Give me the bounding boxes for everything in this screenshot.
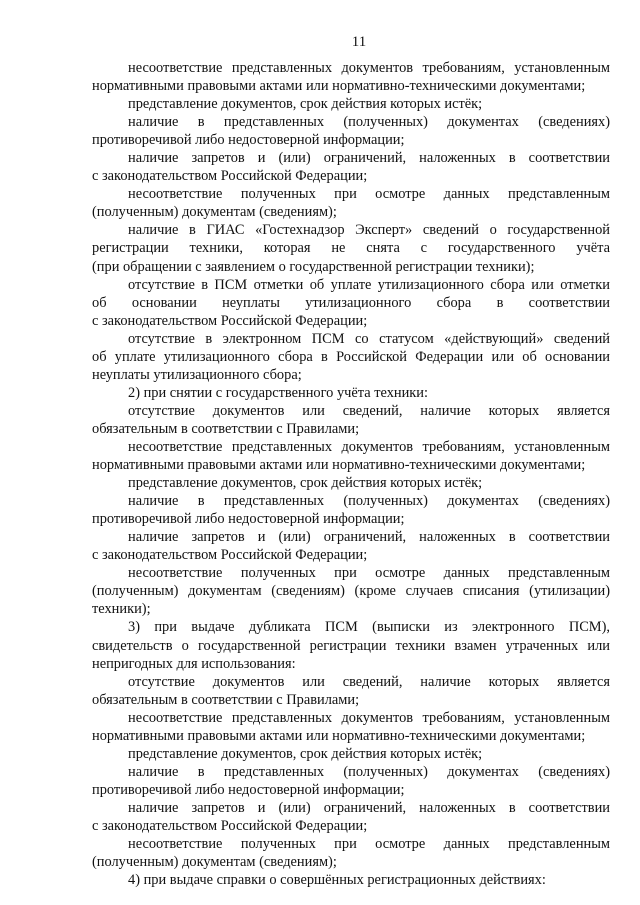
text-line: наличие запретов и (или) ограничений, наложенных в соответствии: [128, 150, 610, 167]
text-line: 3) при выдаче дубликата ПСМ (выписки из электронного ПСМ),: [128, 619, 610, 636]
text-line: 4) при выдаче справки о совершённых регистрационных действиях:: [128, 872, 546, 889]
text-line: наличие в представленных (полученных) документах (сведениях): [128, 493, 610, 510]
text-line: (полученным) документам (сведениям);: [92, 204, 337, 221]
text-line: наличие в представленных (полученных) документах (сведениях): [128, 763, 610, 780]
text-line: отсутствие документов или сведений, наличие которых является: [128, 402, 610, 419]
text-line: наличие в ГИАС «Гостехнадзор Эксперт» сведений о государственной: [128, 222, 610, 239]
text-line: несоответствие полученных при осмотре данных представленным: [128, 836, 610, 853]
page-number: 11: [351, 34, 367, 50]
text-line: об уплате утилизационного сбора в Российской Федерации или об основании: [92, 348, 610, 365]
text-line: отсутствие в ПСМ отметки об уплате утилизационного сбора или отметки: [128, 276, 610, 293]
text-line: неуплаты утилизационного сбора;: [92, 366, 302, 383]
text-line: обязательным в соответствии с Правилами;: [92, 691, 360, 708]
text-line: представление документов, срок действия которых истёк;: [128, 96, 483, 113]
text-line: техники);: [92, 601, 151, 618]
text-line: противоречивой либо недостоверной информации;: [92, 132, 405, 149]
text-line: регистрации техники, которая не снята с государственного учёта: [92, 240, 610, 257]
text-line: нормативными правовыми актами или нормативно-техническими документами;: [92, 727, 586, 744]
text-line: нормативными правовыми актами или нормативно-техническими документами;: [92, 457, 586, 474]
text-line: несоответствие полученных при осмотре данных представленным: [128, 565, 610, 582]
text-line: (полученным) документам (сведениям);: [92, 854, 337, 871]
text-line: противоречивой либо недостоверной информации;: [92, 511, 405, 528]
text-line: с законодательством Российской Федерации;: [92, 312, 368, 329]
text-line: непригодных для использования:: [92, 655, 296, 672]
text-line: свидетельств о государственной регистрации техники взамен утраченных или: [92, 637, 610, 654]
text-line: наличие запретов и (или) ограничений, наложенных в соответствии: [128, 529, 610, 546]
text-line: противоречивой либо недостоверной информации;: [92, 781, 405, 798]
text-line: 2) при снятии с государственного учёта техники:: [128, 384, 429, 401]
text-line: с законодательством Российской Федерации;: [92, 547, 368, 564]
text-line: обязательным в соответствии с Правилами;: [92, 420, 360, 437]
text-line: представление документов, срок действия которых истёк;: [128, 475, 483, 492]
text-line: нормативными правовыми актами или нормативно-техническими документами;: [92, 78, 586, 95]
text-line: несоответствие представленных документов требованиям, установленным: [128, 60, 610, 76]
document-body: [92, 59, 610, 889]
text-line: (при обращении с заявлением о государственной регистрации техники);: [92, 258, 535, 275]
text-line: несоответствие представленных документов требованиям, установленным: [128, 709, 610, 726]
text-line: наличие запретов и (или) ограничений, наложенных в соответствии: [128, 799, 610, 816]
text-line: с законодательством Российской Федерации;: [92, 168, 368, 185]
text-line: несоответствие представленных документов требованиям, установленным: [128, 438, 610, 455]
text-line: (полученным) документам (сведениям) (кроме случаев списания (утилизации): [92, 583, 610, 600]
text-line: с законодательством Российской Федерации;: [92, 817, 368, 834]
text-line: об основании неуплаты утилизационного сбора в соответствии: [92, 294, 610, 311]
text-line: отсутствие в электронном ПСМ со статусом «действующий» сведений: [128, 330, 610, 347]
text-line: несоответствие полученных при осмотре данных представленным: [128, 186, 610, 203]
text-line: наличие в представленных (полученных) документах (сведениях): [128, 114, 610, 131]
text-line: представление документов, срок действия которых истёк;: [128, 745, 483, 762]
text-line: отсутствие документов или сведений, наличие которых является: [128, 673, 610, 690]
